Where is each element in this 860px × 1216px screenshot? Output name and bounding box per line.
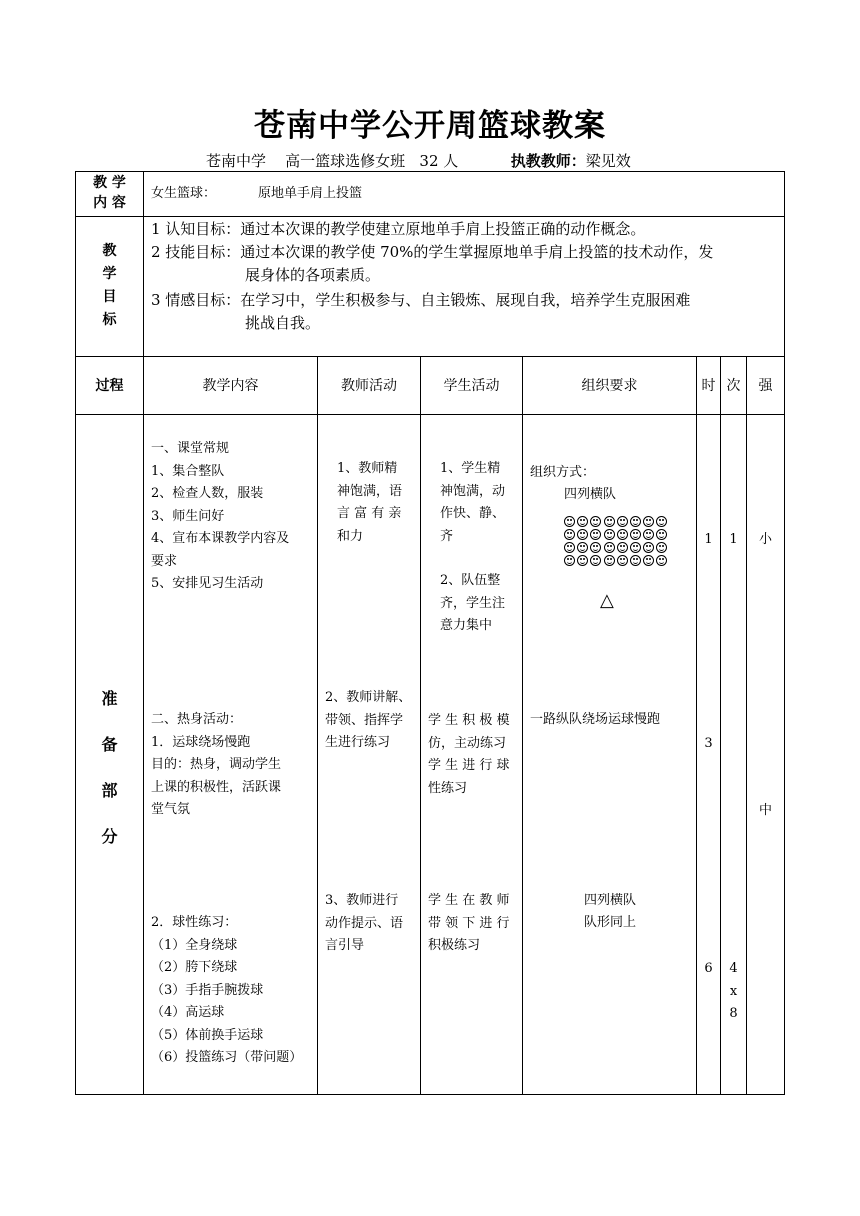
student-smiley-icon: [564, 516, 575, 527]
student-count: 32 人: [419, 152, 459, 170]
student-smiley-icon: [590, 529, 601, 540]
header-student: 学生活动: [443, 378, 500, 394]
count-value-3: 4 x 8: [729, 961, 738, 1021]
content-block-warmup: 二、热身活动： 1．运球绕场慢跑 目的：热身，调动学生 上课的积极性，活跃课 堂气氛: [151, 712, 282, 817]
org-formation: 四列横队: [564, 487, 617, 502]
student-smiley-icon: [656, 555, 667, 566]
student-smiley-icon: [643, 529, 654, 540]
teacher-block-2: 2、教师讲解、 带领、指挥学 生进行练习: [325, 690, 412, 750]
student-smiley-icon: [604, 529, 615, 540]
student-block-1: 1、学生精 神饱满，动 作快、静、 齐: [440, 461, 506, 544]
student-smiley-icon: [604, 516, 615, 527]
formation-diagram: [564, 516, 670, 570]
student-smiley-icon: [577, 555, 588, 566]
student-smiley-icon: [564, 555, 575, 566]
org-ball-formation: 四列横队: [584, 893, 637, 908]
content-detail: 原地单手肩上投篮: [258, 186, 363, 201]
teacher-block-3: 3、教师进行 动作提示、语 言引导: [325, 893, 404, 953]
student-smiley-icon: [643, 516, 654, 527]
student-block-3: 学 生 积 极 模 仿，主动练习 学 生 进 行 球 性练习: [428, 713, 510, 796]
student-smiley-icon: [617, 516, 628, 527]
student-smiley-icon: [604, 555, 615, 566]
header-org: 组织要求: [581, 378, 638, 394]
header-process: 过程: [95, 378, 124, 394]
header-times: 次: [726, 378, 741, 394]
org-method-label: 组织方式：: [530, 465, 596, 480]
time-value-2: 3: [704, 736, 713, 751]
student-smiley-icon: [656, 516, 667, 527]
student-block-4: 学 生 在 教 师 带 领 下 进 行 积极练习: [428, 893, 510, 953]
goals-label: 教 学 目 标: [102, 243, 117, 328]
time-value-3: 6: [704, 961, 713, 976]
student-smiley-icon: [630, 516, 641, 527]
student-smiley-icon: [630, 555, 641, 566]
student-smiley-icon: [656, 529, 667, 540]
student-smiley-icon: [590, 542, 601, 553]
teacher-label: 执教教师：: [510, 152, 586, 170]
student-smiley-icon: [630, 529, 641, 540]
student-smiley-icon: [564, 542, 575, 553]
student-smiley-icon: [643, 542, 654, 553]
content-label: 教 学 内 容: [93, 175, 126, 211]
page-title: 苍南中学公开周篮球教案: [254, 108, 606, 144]
intensity-value-2: 中: [758, 803, 772, 818]
time-value-1: 1: [704, 532, 713, 547]
goal-2-cont: 展身体的各项素质。: [245, 266, 381, 284]
teacher-position-icon: △: [600, 590, 614, 611]
goal-3: 3 情感目标：在学习中，学生积极参与、自主锻炼、展现自我，培养学生克服困难: [151, 291, 691, 309]
intensity-value-1: 小: [758, 532, 772, 547]
student-smiley-icon: [617, 529, 628, 540]
student-smiley-icon: [617, 555, 628, 566]
content-block-routine: 一、课堂常规 1、集合整队 2、检查人数，服装 3、师生问好 4、宣布本课教学内容及 要求 5、安排见习生活动: [151, 441, 290, 591]
goal-1: 1 认知目标：通过本次课的教学使建立原地单手肩上投篮正确的动作概念。: [151, 220, 646, 238]
student-smiley-icon: [577, 516, 588, 527]
school-name: 苍南中学: [206, 152, 267, 170]
header-teacher: 教师活动: [341, 378, 397, 394]
student-smiley-icon: [604, 542, 615, 553]
count-value-1: 1: [729, 532, 738, 547]
org-ball-same: 队形同上: [584, 915, 637, 930]
header-time: 时: [701, 378, 716, 394]
student-smiley-icon: [590, 516, 601, 527]
student-smiley-icon: [590, 555, 601, 566]
content-block-ball: 2．球性练习： （1）全身绕球 （2）胯下绕球 （3）手指手腕拨球 （4）高运球 （5）体前换手运球 （6）投篮练习（带问题）: [151, 915, 303, 1065]
student-smiley-icon: [577, 542, 588, 553]
student-smiley-icon: [630, 542, 641, 553]
teacher-block-1: 1、教师精 神饱满，语 言 富 有 亲 和力: [337, 461, 403, 544]
student-smiley-icon: [643, 555, 654, 566]
org-warmup: 一路纵队绕场运球慢跑: [530, 712, 661, 727]
student-smiley-icon: [577, 529, 588, 540]
student-smiley-icon: [617, 542, 628, 553]
section-label: 准 备 部 分: [101, 689, 118, 846]
lesson-info: [206, 150, 631, 171]
goal-3-cont: 挑战自我。: [245, 314, 321, 332]
student-block-2: 2、队伍整 齐，学生注 意力集中: [440, 573, 506, 633]
student-smiley-icon: [656, 542, 667, 553]
header-intensity: 强: [758, 378, 773, 394]
student-smiley-icon: [564, 529, 575, 540]
header-content: 教学内容: [202, 378, 259, 394]
teacher-name: 梁见效: [585, 152, 631, 170]
goal-2: 2 技能目标：通过本次课的教学使 70%的学生掌握原地单手肩上投篮的技术动作，发: [151, 243, 714, 261]
class-info: 高一篮球选修女班: [285, 152, 406, 170]
content-topic: 女生篮球：: [151, 186, 217, 201]
